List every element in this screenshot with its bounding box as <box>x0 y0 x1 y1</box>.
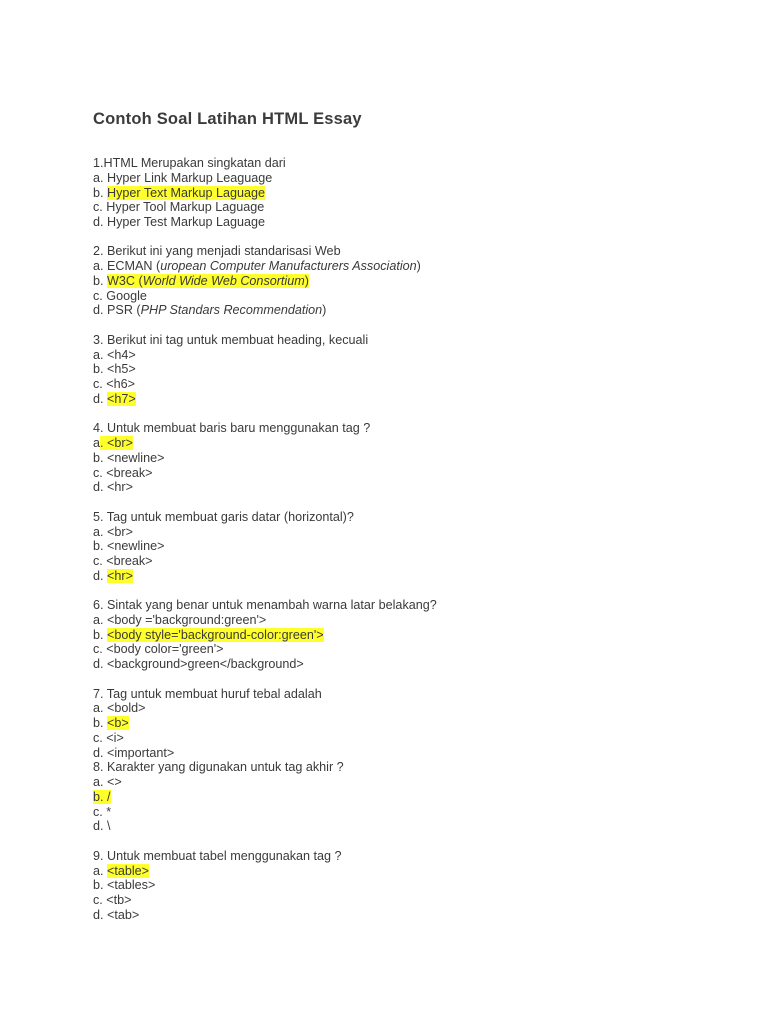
option-text: <h4> <box>107 347 136 362</box>
answer-option <box>93 451 733 466</box>
highlighted-answer-text: b. / <box>93 789 111 804</box>
option-prefix: d. <box>93 391 108 406</box>
option-text: \ <box>107 819 111 834</box>
option-prefix: a. <box>93 775 108 790</box>
option-prefix: a. <box>93 701 108 716</box>
question-block <box>93 244 733 318</box>
highlighted-answer-text: <table> <box>107 863 150 878</box>
answer-option <box>93 864 733 879</box>
option-prefix: a. <box>93 170 108 185</box>
question-text: 3. Berikut ini tag untuk membuat heading, kecuali <box>93 332 369 347</box>
option-text: <important> <box>107 745 175 760</box>
option-text: <break> <box>106 554 153 568</box>
option-prefix: a. <box>93 524 108 539</box>
option-text: <newline> <box>107 450 165 465</box>
question-text: 8. Karakter yang digunakan untuk tag akhir ? <box>93 760 344 775</box>
answer-option <box>93 303 733 318</box>
option-prefix: b. <box>93 716 108 731</box>
answer-option <box>93 569 733 584</box>
option-prefix: d. <box>93 568 108 583</box>
option-prefix: b. <box>93 878 108 893</box>
option-text: ) <box>322 303 327 318</box>
highlighted-answer-text: World Wide Web Consortium <box>142 273 305 288</box>
answer-option <box>93 215 733 230</box>
option-prefix: c. <box>93 893 107 908</box>
option-text: <hr> <box>107 480 133 495</box>
option-text: <tab> <box>107 907 140 922</box>
option-prefix: b. <box>93 362 108 377</box>
option-prefix: d. <box>93 215 108 229</box>
answer-option <box>93 259 733 274</box>
highlighted-answer-text: W3C ( <box>107 273 143 288</box>
answer-option <box>93 554 733 569</box>
option-prefix: d. <box>93 745 108 760</box>
option-text: * <box>106 804 112 819</box>
option-prefix: d. <box>93 480 108 495</box>
question-text: 5. Tag untuk membuat garis datar (horizontal)? <box>93 509 354 524</box>
option-text: ) <box>416 259 421 274</box>
answer-option <box>93 539 733 554</box>
answer-option <box>93 613 733 628</box>
option-text: Hyper Tool Markup Laguage <box>106 200 265 215</box>
option-prefix: a. <box>93 863 108 878</box>
option-prefix: b. <box>93 539 108 554</box>
question-block <box>93 598 733 672</box>
question-text: 1.HTML Merupakan singkatan dari <box>93 156 286 170</box>
option-prefix: c. <box>93 642 107 657</box>
option-prefix: a. <box>93 259 108 274</box>
option-prefix: c. <box>93 730 107 745</box>
answer-option <box>93 775 733 790</box>
option-text: ECMAN ( <box>107 259 161 274</box>
option-prefix: c. <box>93 804 107 819</box>
option-prefix: c. <box>93 200 107 215</box>
answer-option <box>93 392 733 407</box>
question-block <box>93 333 733 407</box>
answer-option <box>93 893 733 908</box>
option-text: <bold> <box>107 701 146 716</box>
option-text: <break> <box>106 465 153 480</box>
document-page <box>93 109 733 923</box>
answer-option <box>93 746 733 761</box>
option-text: <tables> <box>107 878 156 893</box>
option-text: Hyper Test Markup Laguage <box>107 215 265 229</box>
option-text: <h5> <box>107 362 136 377</box>
option-text: Google <box>106 288 147 303</box>
option-prefix: b. <box>93 450 108 465</box>
question-block <box>93 849 733 923</box>
question-text: 2. Berikut ini yang menjadi standarisasi Web <box>93 244 341 259</box>
option-prefix: c. <box>93 554 107 568</box>
highlighted-answer-text: <h7> <box>107 391 136 406</box>
option-prefix: d. <box>93 657 108 672</box>
option-text: <h6> <box>106 377 136 392</box>
option-prefix: c. <box>93 288 107 303</box>
option-text: <i> <box>106 730 124 745</box>
answer-option <box>93 657 733 672</box>
answer-option <box>93 701 733 716</box>
option-prefix: b. <box>93 627 108 642</box>
answer-option <box>93 436 733 451</box>
option-text: <br> <box>107 524 133 539</box>
question-block <box>93 421 733 495</box>
option-prefix: d. <box>93 303 108 318</box>
option-text: PHP Standars Recommendation <box>140 303 323 318</box>
question-block <box>93 687 733 761</box>
highlighted-answer-text: <b> <box>107 716 129 731</box>
answer-option <box>93 819 733 834</box>
option-prefix: b. <box>93 273 108 288</box>
answer-option <box>93 805 733 820</box>
answer-option <box>93 908 733 923</box>
answer-option <box>93 186 733 201</box>
option-text: <> <box>107 775 122 790</box>
answer-option <box>93 878 733 893</box>
highlighted-answer-text: . <br> <box>100 436 133 451</box>
page-title: Contoh Soal Latihan HTML Essay <box>93 110 362 128</box>
answer-option <box>93 790 733 805</box>
highlighted-answer-text: <hr> <box>107 568 133 583</box>
question-text: 7. Tag untuk membuat huruf tebal adalah <box>93 686 322 701</box>
option-prefix: d. <box>93 907 108 922</box>
answer-option <box>93 731 733 746</box>
answer-option <box>93 200 733 215</box>
question-text: 6. Sintak yang benar untuk menambah warna latar belakang? <box>93 598 437 613</box>
answer-option <box>93 480 733 495</box>
option-prefix: d. <box>93 819 108 834</box>
option-text: <tb> <box>106 893 132 908</box>
option-prefix: a <box>93 436 101 451</box>
option-text: <body color='green'> <box>106 642 224 657</box>
option-prefix: a. <box>93 612 108 627</box>
option-prefix: b. <box>93 185 108 200</box>
highlighted-answer-text: Hyper Text Markup Laguage <box>107 185 265 200</box>
question-block <box>93 156 733 230</box>
option-text: Hyper Link Markup Leaguage <box>107 170 273 185</box>
option-text: uropean Computer Manufacturers Association <box>160 259 417 274</box>
question-text: 9. Untuk membuat tabel menggunakan tag ? <box>93 848 342 863</box>
question-block <box>93 510 733 584</box>
answer-option <box>93 274 733 289</box>
option-text: <newline> <box>107 539 165 554</box>
answer-option <box>93 348 733 363</box>
question-block <box>93 760 733 834</box>
answer-option <box>93 628 733 643</box>
answer-option <box>93 716 733 731</box>
option-prefix: a. <box>93 347 108 362</box>
option-text: PSR ( <box>107 303 141 318</box>
answer-option <box>93 525 733 540</box>
question-list <box>93 156 733 923</box>
highlighted-answer-text: ) <box>304 273 309 288</box>
answer-option <box>93 289 733 304</box>
option-text: <body ='background:green'> <box>107 612 267 627</box>
question-text: 4. Untuk membuat baris baru menggunakan tag ? <box>93 421 371 436</box>
answer-option <box>93 362 733 377</box>
highlighted-answer-text: <body style='background-color:green'> <box>107 627 324 642</box>
answer-option <box>93 171 733 186</box>
option-text: <background>green</background> <box>107 657 304 672</box>
answer-option <box>93 466 733 481</box>
option-prefix: c. <box>93 377 107 392</box>
option-prefix: c. <box>93 465 107 480</box>
answer-option <box>93 642 733 657</box>
answer-option <box>93 377 733 392</box>
